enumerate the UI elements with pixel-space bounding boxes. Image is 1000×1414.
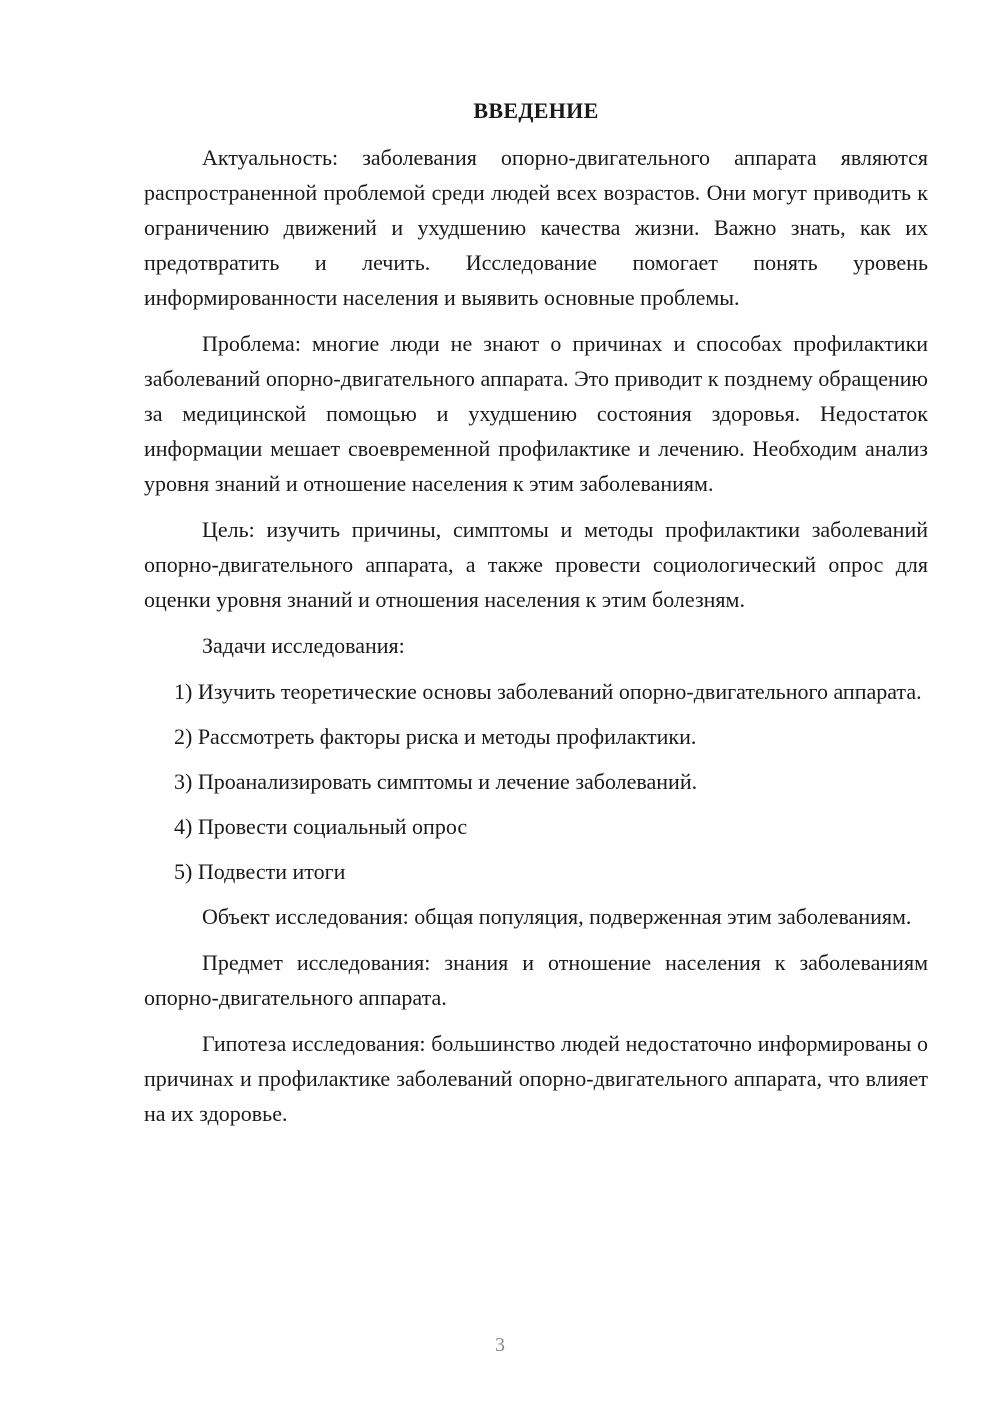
task-item: 3) Проанализировать симптомы и лечение заболеваний. [174,769,698,794]
object-paragraph: Объект исследования: общая популяция, подверженная этим заболеваниям. [202,904,912,929]
goal-paragraph: Цель: изучить причины, симптомы и методы профилактики заболеваний опорно-двигательного аппарата, а также провести социологический опрос для оценки уровня знаний и отношения населения к этим болезням. [144,517,928,612]
page-content [144,96,928,1142]
tasks-heading: Задачи исследования: [202,633,405,658]
hypothesis-paragraph: Гипотеза исследования: большинство людей недостаточно информированы о причинах и профилактике заболеваний опорно-двигательного аппарата, что влияет на их здоровье. [144,1031,928,1126]
task-item: 2) Рассмотреть факторы риска и методы профилактики. [174,724,697,749]
task-item: 4) Провести социальный опрос [174,814,468,839]
section-title: ВВЕДЕНИЕ [473,98,599,123]
problem-paragraph: Проблема: многие люди не знают о причинах и способах профилактики заболеваний опорно-двигательного аппарата. Это приводит к позднему обращению за медицинской помощью и ухудшению состояния здоровья. Недостаток информации мешает своевременной профилактике и лечению. Необходим анализ уровня знаний и отношение населения к этим заболеваниям. [144,331,928,496]
page-number: 3 [495,1334,505,1356]
task-item: 5) Подвести итоги [174,859,346,884]
subject-paragraph: Предмет исследования: знания и отношение населения к заболеваниям опорно-двигательного аппарата. [144,950,928,1010]
task-item: 1) Изучить теоретические основы заболеваний опорно-двигательного аппарата. [174,679,922,704]
relevance-paragraph: Актуальность: заболевания опорно-двигательного аппарата являются распространенной проблемой среди людей всех возрастов. Они могут приводить к ограничению движений и ухудшению качества жизни. Важно знать, как их предотвратить и лечить. Исследование помогает понять уровень информированности населения и выявить основные проблемы. [144,145,928,310]
